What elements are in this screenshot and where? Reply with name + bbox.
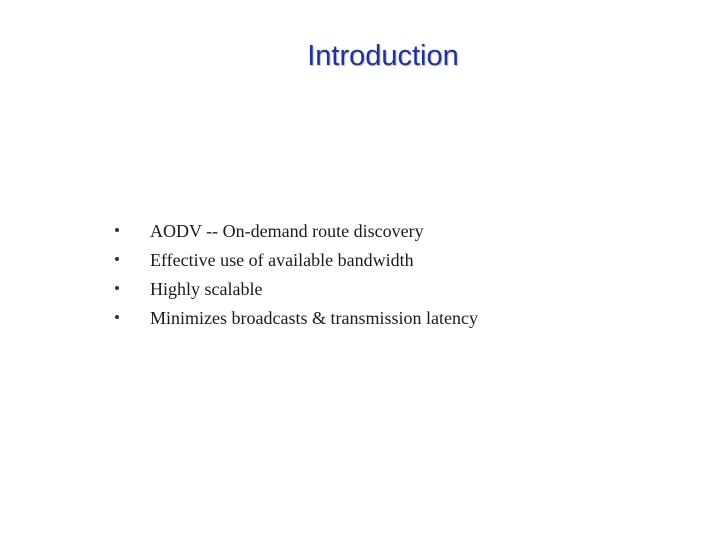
bullet-list bbox=[0, 219, 720, 335]
bullet-text: Effective use of available bandwidth bbox=[150, 250, 414, 270]
bullet-dot-icon bbox=[115, 257, 119, 261]
bullet-text: AODV -- On-demand route discovery bbox=[150, 221, 424, 241]
list-item bbox=[0, 248, 720, 277]
slide-title: Introduction bbox=[307, 40, 459, 72]
bullet-text: Minimizes broadcasts & transmission latency bbox=[150, 308, 478, 328]
bullet-text: Highly scalable bbox=[150, 279, 263, 299]
list-item bbox=[0, 277, 720, 306]
list-item bbox=[0, 306, 720, 335]
bullet-dot-icon bbox=[115, 286, 119, 290]
bullet-dot-icon bbox=[115, 228, 119, 232]
bullet-dot-icon bbox=[115, 315, 119, 319]
list-item bbox=[0, 219, 720, 248]
